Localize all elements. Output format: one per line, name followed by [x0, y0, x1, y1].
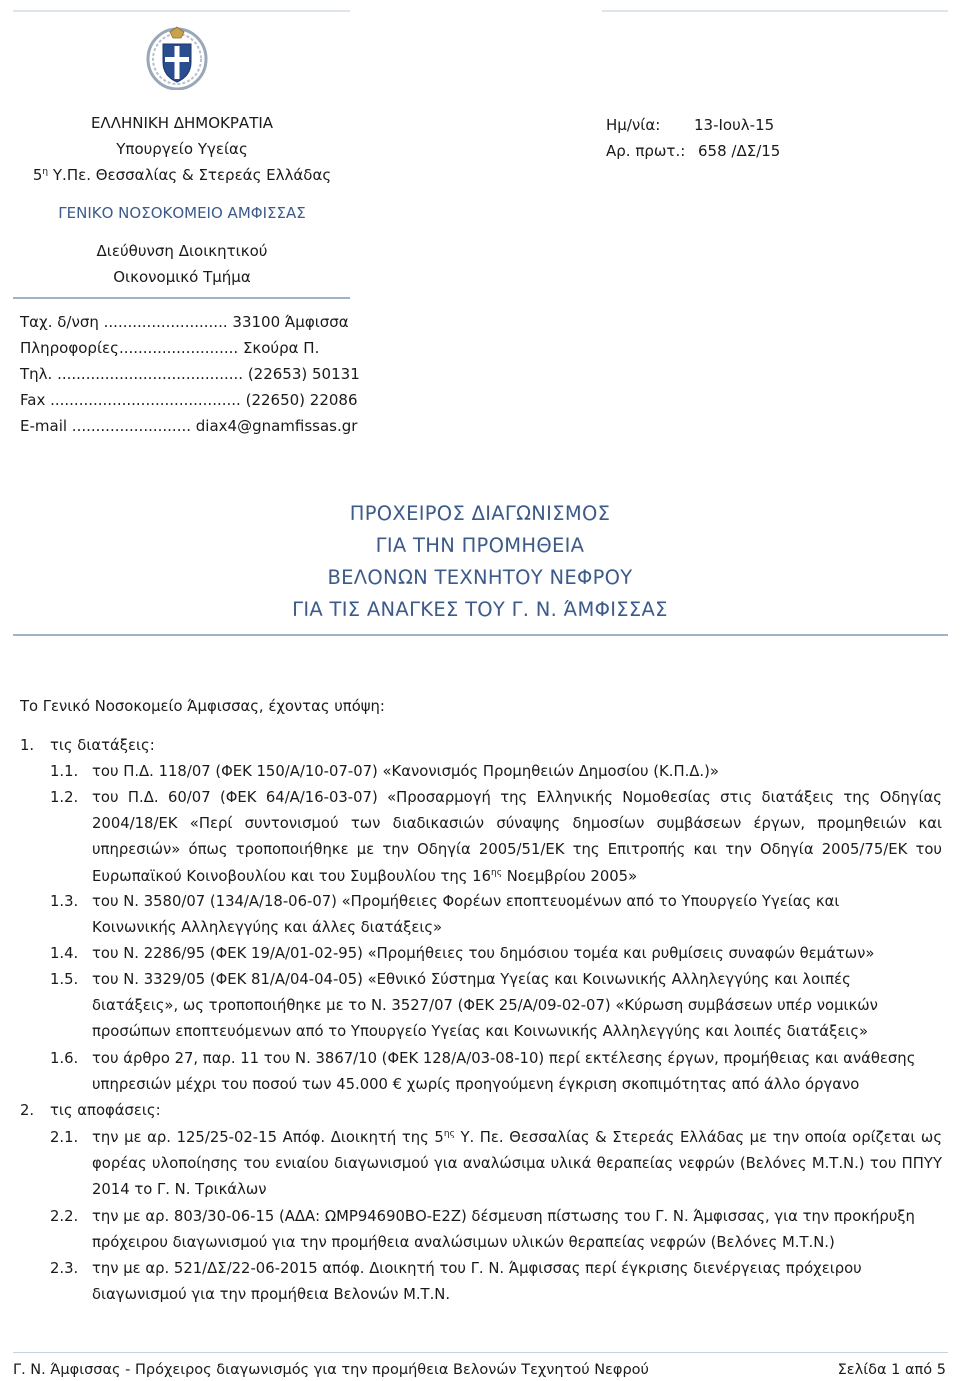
item-2-1-text-sup: ης: [443, 1129, 455, 1139]
date-label: Ημ/νία:: [606, 116, 661, 134]
header-republic: ΕΛΛΗΝΙΚΗ ΔΗΜΟΚΡΑΤΙΑ: [90, 114, 274, 132]
item-2-1-number: 2.1.: [50, 1129, 79, 1146]
header-region: [17, 166, 347, 184]
item-2-1-text-post: Υ. Πε. Θεσσαλίας & Στερεάς Ελλάδας με την οποία ορίζεται ως φορέας υλοποίησης του ενιαίου διαγωνισμού για αναλώσιμα υλικά θεραπείας νεφρών (Βελόνες Μ.Τ.Ν.) του ΠΠΥΥ 2014 το Γ. Ν. Τρικάλων: [92, 1129, 942, 1199]
item-1-1-text: του Π.Δ. 118/07 (ΦΕΚ 150/Α/10-07-07) «Κανονισμός Προμηθειών Δημοσίου (Κ.Π.Δ.)»: [92, 763, 719, 780]
header-section: Οικονομικό Τμήμα: [113, 268, 251, 286]
contact-info: [20, 339, 319, 357]
contact-phone: [20, 365, 360, 383]
item-1-2-text-pre: του Π.Δ. 60/07 (ΦΕΚ 64/Α/16-03-07) «Προσαρμογή της Ελληνικής Νομοθεσίας στις διατάξεις της Οδηγίας 2004/18/ΕΚ «Περί συντονισμού των διαδικασιών σύναψης δημοσίων συμβάσεων έργων, προμηθειών και υπηρεσιών» όπως τροποποιήθηκε με την Οδηγία 2005/51/ΕΚ της Επιτροπής και την Οδηγία 2005/75/ΕΚ του Ευρωπαϊκού Κοινοβουλίου και του Συμβουλίου της 16: [92, 789, 942, 885]
contact-email-value: diax4@gnamfissas.gr: [195, 417, 358, 435]
item-1-2-text: [92, 785, 942, 890]
title-line-3: ΒΕΛΟΝΩΝ ΤΕΧΝΗΤΟΥ ΝΕΦΡΟΥ: [327, 566, 633, 589]
header-hospital: ΓΕΝΙΚΟ ΝΟΣΟΚΟΜΕΙΟ ΑΜΦΙΣΣΑΣ: [58, 204, 306, 222]
intro-text: Το Γενικό Νοσοκομείο Άμφισσας, έχοντας υπόψη:: [20, 698, 385, 715]
footer-left: Γ. Ν. Άμφισσας - Πρόχειρος διαγωνισμός για την προμήθεια Βελονών Τεχνητού Νεφρού: [13, 1362, 649, 1378]
contact-email: [20, 417, 357, 435]
coat-of-arms-emblem: [146, 24, 208, 90]
contact-info-label: Πληροφορίες.........................: [20, 339, 239, 357]
contact-phone-label: Τηλ. .......................................: [20, 365, 244, 383]
header-region-post: Υ.Πε. Θεσσαλίας & Στερεάς Ελλάδας: [48, 166, 332, 184]
item-1-3-number: 1.3.: [50, 893, 79, 910]
item-1-6-text: του άρθρο 27, παρ. 11 του Ν. 3867/10 (ΦΕΚ 128/Α/03-08-10) περί εκτέλεσης έργων, προμήθειας και ανάθεσης υπηρεσιών μέχρι του ποσού των 45.000 € χωρίς προηγούμενη έγκριση σκοπιμότητας από άλλο όργανο: [92, 1050, 916, 1094]
contact-address: [20, 313, 349, 331]
greek-coat-of-arms-icon: [146, 24, 208, 90]
footer-right: Σελίδα 1 από 5: [837, 1362, 946, 1378]
item-2-2-text: την με αρ. 803/30-06-15 (ΑΔΑ: ΩΜΡ94690ΒΟ-Ε2Ζ) δέσμευση πίστωσης του Γ. Ν. Άμφισσας, για την προκήρυξη πρόχειρου διαγωνισμού για την προμήθεια αναλώσιμων υλικών θεραπείας νεφρών (Βελόνες Μ.Τ.Ν.): [92, 1208, 915, 1252]
header-region-sup: η: [42, 167, 49, 177]
section2-number: 2.: [20, 1102, 35, 1119]
protocol-value: 658 /ΔΣ/15: [698, 142, 781, 160]
item-1-2-number: 1.2.: [50, 789, 79, 806]
contact-fax: [20, 391, 358, 409]
title-line-4: ΓΙΑ ΤΙΣ ΑΝΑΓΚΕΣ ΤΟΥ Γ. Ν. ΆΜΦΙΣΣΑΣ: [292, 598, 668, 621]
item-2-3-number: 2.3.: [50, 1260, 79, 1277]
header-region-pre: 5: [32, 166, 43, 184]
item-1-2-text-post: Νοεμβρίου 2005»: [502, 867, 638, 885]
contact-email-label: E-mail .........................: [20, 417, 191, 435]
footer-rule: [13, 1352, 948, 1353]
contact-address-label: Ταχ. δ/νση ..........................: [20, 313, 228, 331]
contact-phone-value: (22653) 50131: [247, 365, 360, 383]
protocol-label: Αρ. πρωτ.:: [606, 142, 686, 160]
section1-label: τις διατάξεις:: [50, 737, 155, 754]
item-1-5-text: του Ν. 3329/05 (ΦΕΚ 81/Α/04-04-05) «Εθνικό Σύστημα Υγείας και Κοινωνικής Αλληλεγγύης και λοιπές διατάξεις», ως τροποποιήθηκε με το Ν. 3527/07 (ΦΕΚ 25/Α/09-02-07) «Κύρωση συμβάσεων υπέρ νομικών προσώπων εποπτευόμενων από το Υπουργείο Υγείας και Κοινωνικής Αλληλεγγύης και λοιπές διατάξεις»: [92, 971, 878, 1041]
contact-address-value: 33100 Άμφισσα: [232, 313, 349, 331]
date-value: 13-Ιουλ-15: [694, 116, 775, 134]
item-2-2-number: 2.2.: [50, 1208, 79, 1225]
contact-fax-label: Fax ........................................: [20, 391, 241, 409]
item-1-3-text: του Ν. 3580/07 (134/Α/18-06-07) «Προμήθειες Φορέων εποπτευομένων από το Υπουργείο Υγείας και Κοινωνικής Αλληλεγγύης και άλλες διατάξεις»: [92, 893, 840, 937]
item-2-1-text: [92, 1125, 942, 1204]
title-line-1: ΠΡΟΧΕΙΡΟΣ ΔΙΑΓΩΝΙΣΜΟΣ: [349, 502, 611, 525]
section2-label: τις αποφάσεις:: [50, 1102, 161, 1119]
section1-number: 1.: [20, 737, 35, 754]
contact-fax-value: (22650) 22086: [245, 391, 358, 409]
item-2-3-text: την με αρ. 521/ΔΣ/22-06-2015 απόφ. Διοικητή του Γ. Ν. Άμφισσας περί έγκρισης διενέργειας πρόχειρου διαγωνισμού για την προμήθεια Βελονών Μ.Τ.Ν.: [92, 1260, 862, 1304]
item-2-1-text-pre: την με αρ. 125/25-02-15 Απόφ. Διοικητή της 5: [92, 1129, 444, 1146]
header-department: Διεύθυνση Διοικητικού: [96, 242, 268, 260]
title-line-2: ΓΙΑ ΤΗΝ ΠΡΟΜΗΘΕΙΑ: [375, 534, 585, 557]
header-divider: [13, 297, 350, 299]
item-1-6-number: 1.6.: [50, 1050, 79, 1067]
item-1-1-number: 1.1.: [50, 763, 79, 780]
contact-info-value: Σκούρα Π.: [242, 339, 320, 357]
item-1-4-text: του Ν. 2286/95 (ΦΕΚ 19/Α/01-02-95) «Προμήθειες του δημόσιου τομέα και ρυθμίσεις συναφών θεμάτων»: [92, 945, 875, 962]
top-rule-left: [13, 10, 350, 12]
item-1-4-number: 1.4.: [50, 945, 79, 962]
item-1-5-number: 1.5.: [50, 971, 79, 988]
item-1-2-text-sup: ης: [491, 867, 503, 878]
top-rule-right: [602, 10, 948, 12]
title-divider: [13, 634, 948, 636]
header-ministry: Υπουργείο Υγείας: [116, 140, 248, 158]
